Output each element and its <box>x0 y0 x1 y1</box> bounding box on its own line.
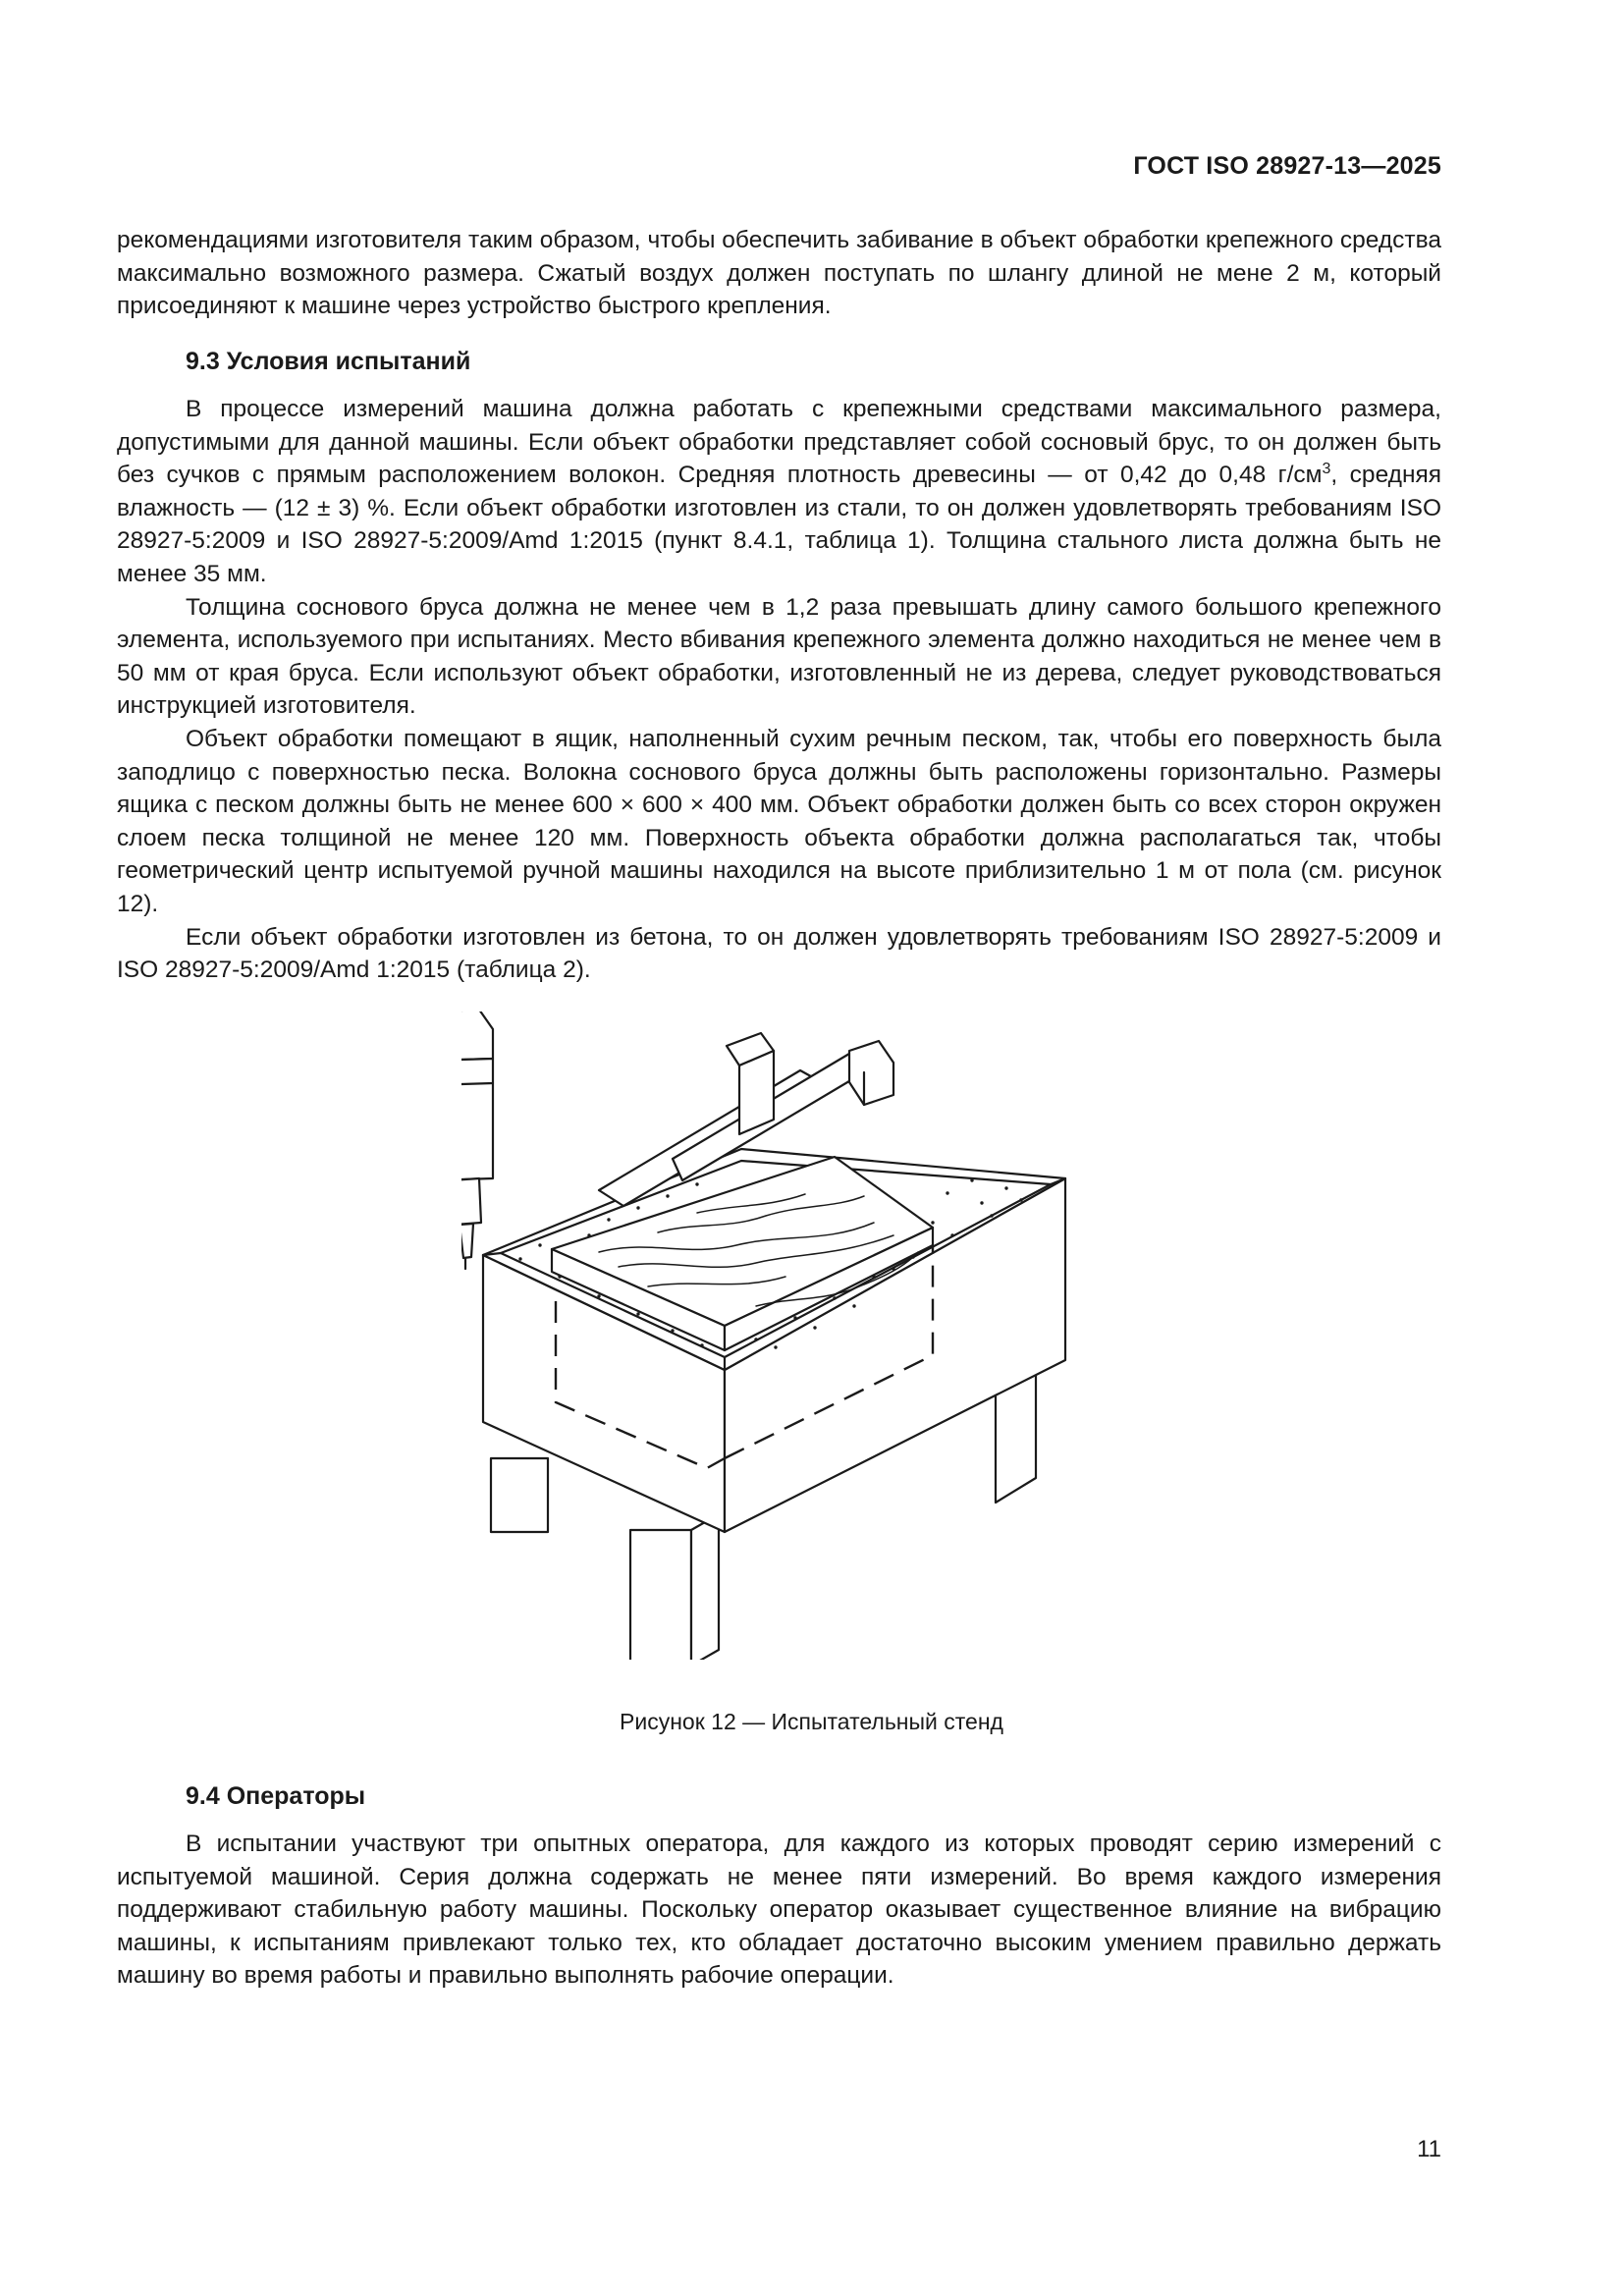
leg-front <box>630 1530 691 1660</box>
section-9-3-heading: 9.3 Условия испытаний <box>186 348 471 375</box>
figure-caption: Рисунок 12 — Испытательный стенд <box>620 1709 1003 1734</box>
test-stand-figure <box>461 1011 1100 1660</box>
section-9-3-paragraph-2: Толщина соснового бруса должна не менее чем в 1,2 раза превышать длину самого большого крепежного элемента, используемого при испытаниях. Место вбивания крепежного элемента должно находиться не менее чем в 50 мм от края бруса. Если используют объект обработки, изготовленный не из дерева, следует руководствоваться инструкцией изготовителя. <box>117 593 1441 720</box>
section-9-4-heading: 9.4 Операторы <box>186 1782 366 1810</box>
leg-back-left <box>491 1458 548 1532</box>
superscript: 3 <box>1322 461 1331 478</box>
intro-block <box>117 224 1441 323</box>
section-9-3-paragraph-3: Объект обработки помещают в ящик, наполненный сухим речным песком, так, чтобы его поверхность была заподлицо с поверхностью песка. Волокна соснового бруса должны быть расположены горизонтально. Размеры ящика с песком должны быть не менее 600 × 600 × 400 мм. Объект обработки должен быть со всех сторон окружен слоем песка толщиной не менее 120 мм. Поверхность объекта обработки должна располагаться так, чтобы геометрический центр испытуемой ручной машины находился на высоте приблизительно 1 м от пола (см. рисунок 12). <box>117 725 1441 917</box>
nailer-machine <box>461 1011 493 1269</box>
arm-post <box>739 1051 774 1134</box>
section-9-4-body <box>117 1828 1441 1993</box>
p1-text-b: , средняя влажность — (12 ± 3) %. Если объект обработки изготовлен из стали, то он должен удовлетворять требованиям ISO 28927-5:2009 и ISO 28927-5:2009/Amd 1:2015 (пункт 8.4.1, таблица 1). Толщина стального листа должна быть не менее 35 мм. <box>117 462 1442 587</box>
machine-nose <box>461 1178 481 1225</box>
machine-body <box>461 1059 493 1180</box>
machine-tip <box>461 1224 473 1258</box>
section-9-3-body <box>117 393 1441 987</box>
section-9-3-paragraph-1 <box>117 393 1441 591</box>
section-9-3-paragraph-4: Если объект обработки изготовлен из бетона, то он должен удовлетворять требованиям ISO 28927-5:2009 и ISO 28927-5:2009/Amd 1:2015 (таблица 2). <box>117 923 1441 984</box>
leg-front-side <box>691 1514 719 1660</box>
section-9-4-paragraph-1: В испытании участвуют три опытных оператора, для каждого из которых проводят серию измерений с испытуемой машиной. Серия должна содержать не менее пяти измерений. Во время каждого измерения поддерживают стабильную работу машины. Поскольку оператор оказывает существенное влияние на вибрацию машины, к испытаниям привлекают только тех, кто обладает достаточно высоким умением правильно держать машину во время работы и правильно выполнять рабочие операции. <box>117 1831 1441 1990</box>
p1-text-a: В процессе измерений машина должна работать с крепежными средствами максимального размера, допустимыми для данной машины. Если объект обработки представляет собой сосновый брус, то он должен быть без сучков с прямым расположением волокон. Средняя плотность древесины — от 0,42 до 0,48 г/см <box>117 396 1441 489</box>
page-number: 11 <box>1417 2136 1441 2162</box>
intro-paragraph: рекомендациями изготовителя таким образом, чтобы обеспечить забивание в объект обработки крепежного средства максимально возможного размера. Сжатый воздух должен поступать по шлангу длиной не мене 2 м, который присоединяют к машине через устройство быстрого крепления. <box>117 227 1441 320</box>
machine-cap <box>461 1011 493 1061</box>
arm-end-block <box>849 1041 893 1105</box>
standard-header: ГОСТ ISO 28927-13—2025 <box>1133 152 1441 180</box>
